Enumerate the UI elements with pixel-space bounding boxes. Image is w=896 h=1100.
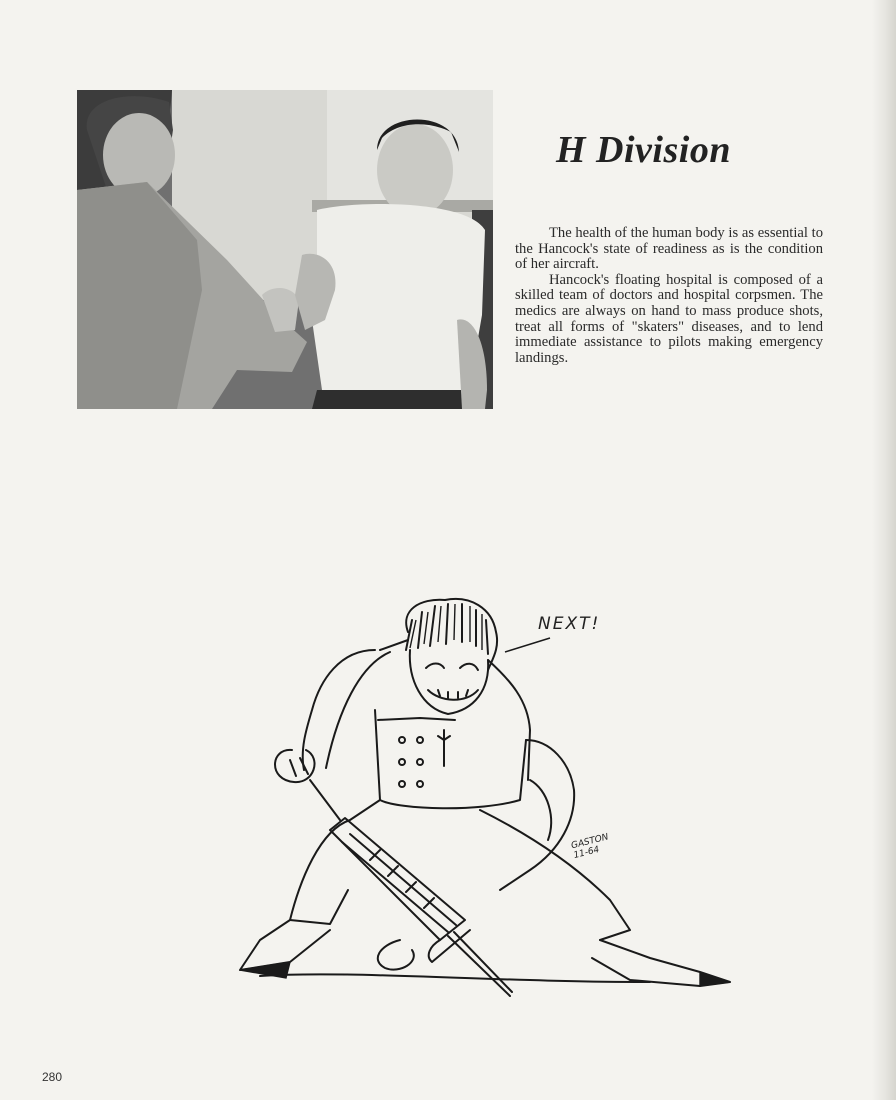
page-number: 280 — [42, 1070, 63, 1084]
corpsman-photo — [77, 90, 493, 409]
medic-cartoon-illustration — [230, 590, 740, 1000]
page-edge-shadow — [872, 0, 896, 1100]
article-body — [515, 226, 823, 366]
paragraph-1: The health of the human body is as essential to the Hancock's state of readiness as is the condition of her aircraft. — [515, 225, 823, 273]
artist-signature: GASTON 11-64 — [570, 832, 610, 862]
cartoon-speech-text: NEXT! — [538, 614, 601, 634]
section-title: H Division — [556, 129, 731, 171]
paragraph-2: Hancock's floating hospital is composed of a skilled team of doctors and hospital corpsmen. The medics are always on hand to mass produce shots, treat all forms of "skaters" diseases, and to lend immediate assistance to pilots making emergency landings. — [515, 271, 823, 366]
